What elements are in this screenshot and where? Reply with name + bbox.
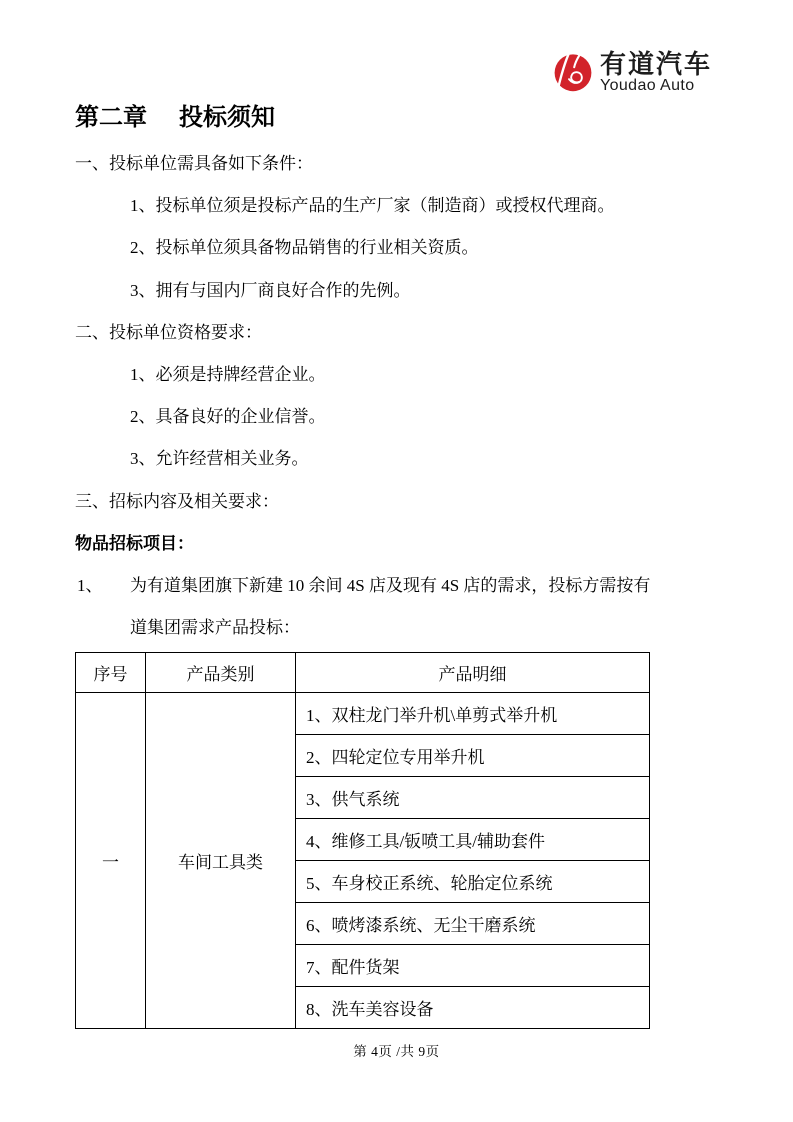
- page-footer: 第 4页 /共 9页: [353, 1044, 440, 1060]
- section-title-1: 一、投标单位需具备如下条件：: [75, 154, 313, 173]
- table-cell-detail: 3、供气系统: [296, 777, 650, 819]
- table-cell-detail: 7、配件货架: [296, 945, 650, 987]
- table-cell-detail: 1、双柱龙门举升机\单剪式举升机: [296, 693, 650, 735]
- chapter-title: 投标须知: [179, 104, 275, 131]
- brand-name: [599, 48, 712, 94]
- table-header-number: 序号: [76, 653, 146, 693]
- list-item: 2、投标单位须具备物品销售的行业相关资质。: [130, 238, 479, 258]
- table-cell-category: 车间工具类: [146, 693, 296, 1029]
- paragraph-line-2: 道集团需求产品投标：: [130, 618, 300, 638]
- youdao-logo-icon: [553, 49, 593, 95]
- list-item: 1、投标单位须是投标产品的生产厂家（制造商）或授权代理商。: [130, 196, 615, 216]
- section-title-2: 二、投标单位资格要求：: [75, 322, 262, 342]
- list-item: 3、拥有与国内厂商良好合作的先例。: [130, 280, 411, 300]
- chapter-number: 第二章: [75, 104, 147, 131]
- section-title-3: 三、招标内容及相关要求：: [75, 491, 279, 511]
- list-item: 3、允许经营相关业务。: [130, 449, 309, 469]
- table-cell-row-number: 一: [76, 693, 146, 1029]
- products-table: [75, 652, 650, 1029]
- table-header-category: 产品类别: [146, 653, 296, 693]
- table-header-row: [76, 653, 650, 693]
- chapter-heading: [75, 103, 718, 133]
- table-cell-detail: 6、喷烤漆系统、无尘干磨系统: [296, 903, 650, 945]
- document-body: [75, 143, 718, 649]
- table-row: [76, 693, 650, 735]
- paragraph-number: 1、: [77, 576, 103, 596]
- table-cell-detail: 5、车身校正系统、轮胎定位系统: [296, 861, 650, 903]
- table-header-detail: 产品明细: [296, 653, 650, 693]
- brand-logo: [75, 45, 718, 99]
- list-item: 2、具备良好的企业信誉。: [130, 407, 326, 427]
- numbered-paragraph: [75, 565, 718, 607]
- paragraph-line-1: 为有道集团旗下新建 10 余间 4S 店及现有 4S 店的需求，投标方需按有: [130, 576, 651, 596]
- table-cell-detail: 8、洗车美容设备: [296, 987, 650, 1029]
- table-cell-detail: 4、维修工具/钣喷工具/辅助套件: [296, 819, 650, 861]
- table-cell-detail: 2、四轮定位专用举升机: [296, 735, 650, 777]
- brand-name-english: Youdao Auto: [599, 76, 695, 94]
- list-item: 1、必须是持牌经营企业。: [130, 365, 326, 385]
- brand-name-chinese: 有道汽车: [599, 48, 712, 79]
- subheading-bold: 物品招标项目：: [75, 533, 194, 553]
